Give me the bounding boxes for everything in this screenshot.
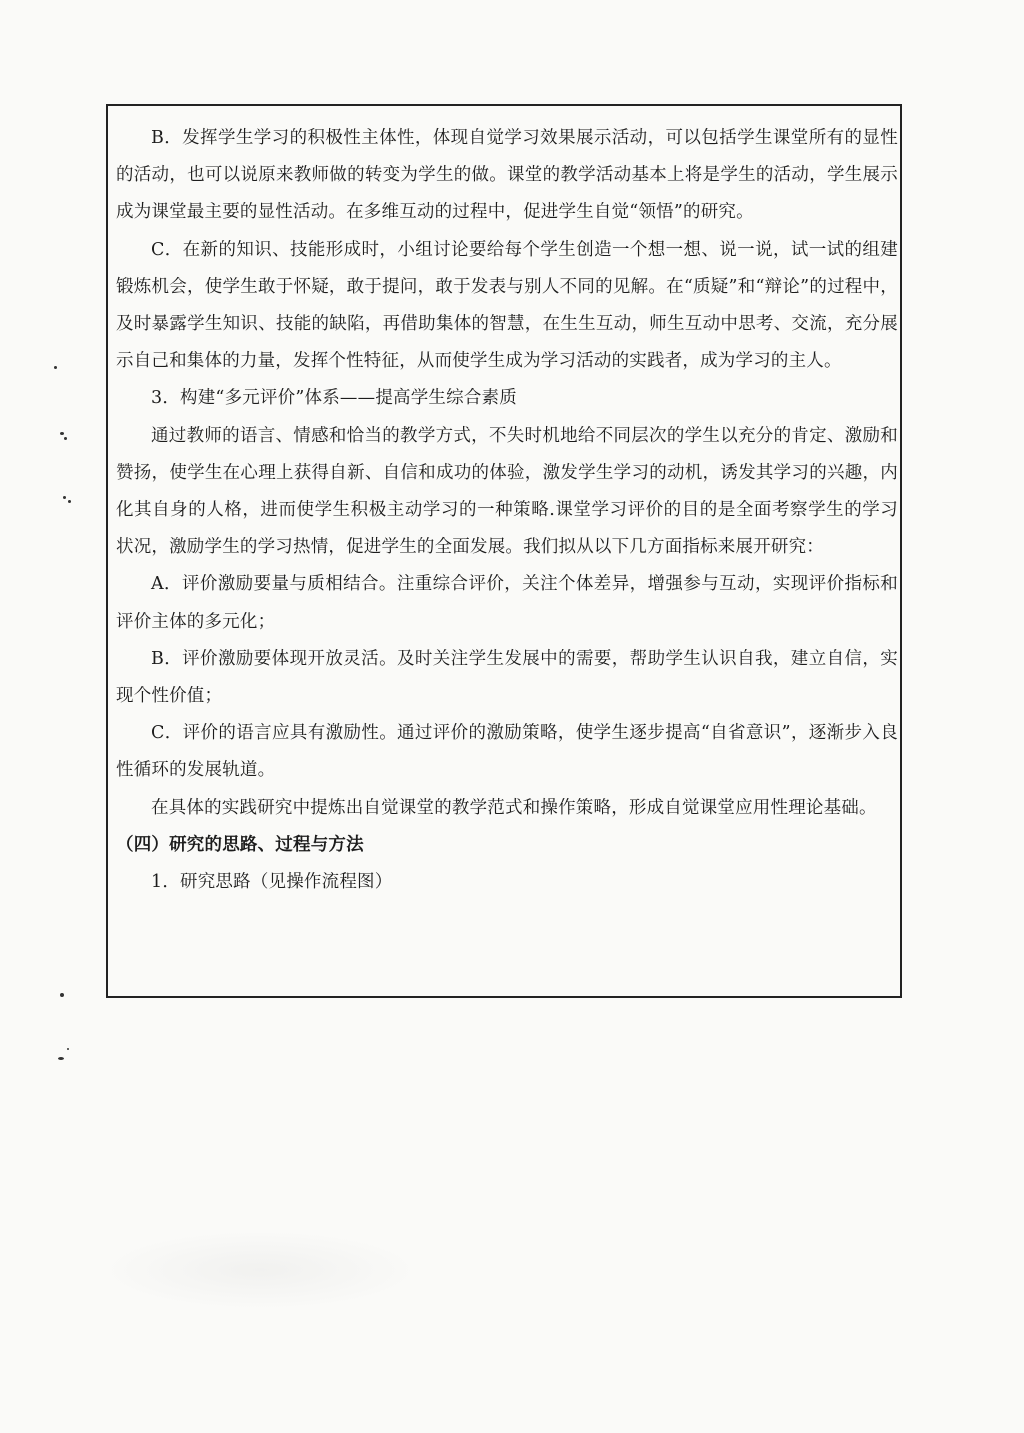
paragraph-c-evaluation: C．评价的语言应具有激励性。通过评价的激励策略，使学生逐步提高“自省意识”，逐渐步入良性循环的发展轨道。: [116, 723, 898, 781]
scan-speck: [63, 496, 66, 499]
subheading-multi-evaluation: 3．构建“多元评价”体系——提高学生综合素质: [151, 388, 517, 409]
paragraph-b-initiative: B．发挥学生学习的积极性主体性，体现自觉学习效果展示活动，可以包括学生课堂所有的显性的活动，也可以说原来教师做的转变为学生的做。课堂的教学活动基本上将是学生的活动，学生展示成为课堂最主要的显性活动。在多维互动的过程中，促进学生自觉“领悟”的研究。: [116, 128, 898, 223]
scan-speck: [58, 1057, 64, 1060]
paragraph-evaluation-intro: 通过教师的语言、情感和恰当的教学方式，不失时机地给不同层次的学生以充分的肯定、激励和赞扬，使学生在心理上获得自新、自信和成功的体验，激发学生学习的动机，诱发其学习的兴趣，内化其自身的人格，进而使学生积极主动学习的一种策略.课堂学习评价的目的是全面考察学生的学习状况，激励学生的学习热情，促进学生的全面发展。我们拟从以下几方面指标来展开研究：: [116, 425, 898, 558]
scan-smudge: [100, 1230, 420, 1310]
section-heading-research-approach: （四）研究的思路、过程与方法: [116, 834, 364, 855]
scan-speck: [54, 366, 57, 369]
scan-speck: [64, 437, 67, 440]
scan-speck: [60, 993, 64, 997]
paragraph-a-evaluation: A．评价激励要量与质相结合。注重综合评价，关注个体差异，增强参与互动，实现评价指标和评价主体的多元化；: [116, 574, 898, 632]
subheading-research-thinking: 1．研究思路（见操作流程图）: [151, 872, 393, 893]
paragraph-b-evaluation: B．评价激励要体现开放灵活。及时关注学生发展中的需要，帮助学生认识自我，建立自信，实现个性价值；: [116, 648, 898, 707]
scan-speck: [60, 432, 64, 435]
scan-speck: [67, 1048, 69, 1050]
document-body: [116, 120, 898, 901]
paragraph-c-group-discussion: C．在新的知识、技能形成时，小组讨论要给每个学生创造一个想一想、说一说，试一试的组建锻炼机会，使学生敢于怀疑，敢于提问，敢于发表与别人不同的见解。在“质疑”和“辩论”的过程中，及时暴露学生知识、技能的缺陷，再借助集体的智慧，在生生互动，师生互动中思考、交流，充分展示自己和集体的力量，发挥个性特征，从而使学生成为学习活动的实践者，成为学习的主人。: [116, 239, 898, 372]
paragraph-practice-summary: 在具体的实践研究中提炼出自觉课堂的教学范式和操作策略，形成自觉课堂应用性理论基础。: [151, 797, 877, 818]
scan-speck: [68, 500, 71, 503]
